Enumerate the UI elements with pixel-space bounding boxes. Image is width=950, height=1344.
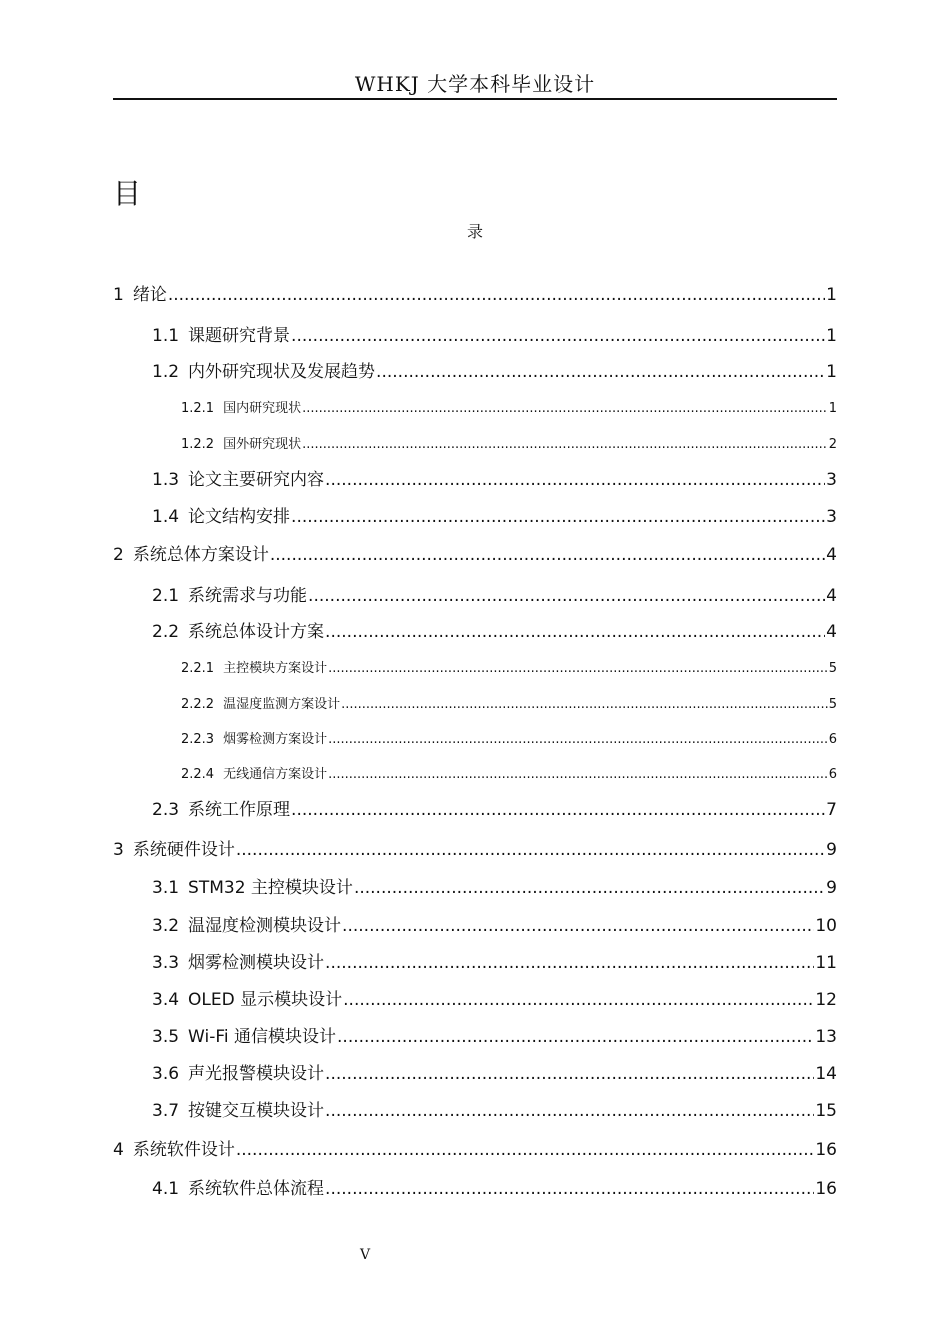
- toc-entry-level-2[interactable]: [113, 1022, 837, 1047]
- toc-entry-page: 4: [826, 545, 837, 565]
- toc-entry-number: 1.3: [152, 470, 180, 490]
- toc-entry-number: 3.1: [152, 878, 180, 898]
- toc-entry-page: 2: [828, 437, 837, 452]
- toc-dot-leader: [328, 661, 828, 676]
- toc-entry-number: 1.1: [152, 326, 180, 346]
- toc-entry-page: 14: [815, 1064, 837, 1084]
- toc-entry-title: 无线通信方案设计: [223, 767, 328, 782]
- toc-entry-title: 按键交互模块设计: [188, 1101, 325, 1121]
- toc-entry-number: 2.1: [152, 586, 180, 606]
- toc-entry-level-3[interactable]: [113, 397, 837, 416]
- toc-entry-number: 3.5: [152, 1027, 180, 1047]
- toc-dot-leader: [302, 401, 828, 416]
- toc-entry-level-2[interactable]: [113, 1174, 837, 1199]
- toc-entry-page: 4: [826, 622, 837, 642]
- toc-entry-level-1[interactable]: [113, 280, 837, 305]
- toc-dot-leader: [236, 840, 825, 860]
- toc-entry-number: 3: [113, 840, 124, 860]
- toc-entry-level-2[interactable]: [113, 1096, 837, 1121]
- page-number: V: [359, 1247, 371, 1263]
- toc-entry-page: 10: [815, 916, 837, 936]
- toc-entry-page: 7: [826, 800, 837, 820]
- toc-entry-page: 6: [828, 732, 837, 747]
- toc-entry-title: 国外研究现状: [223, 437, 302, 452]
- toc-entry-level-2[interactable]: [113, 581, 837, 606]
- toc-entry-number: 2.2.3: [181, 732, 215, 747]
- toc-entry-page: 11: [815, 953, 837, 973]
- toc-entry-level-2[interactable]: [113, 321, 837, 346]
- toc-dot-leader: [325, 1179, 814, 1199]
- toc-entry-title: 温湿度监测方案设计: [223, 697, 341, 712]
- toc-entry-page: 9: [826, 840, 837, 860]
- toc-entry-level-3[interactable]: [113, 433, 837, 452]
- toc-dot-leader: [341, 697, 828, 712]
- toc-title-second-char: 录: [466, 222, 483, 241]
- toc-entry-level-2[interactable]: [113, 948, 837, 973]
- toc-entry-level-3[interactable]: [113, 763, 837, 782]
- toc-entry-level-2[interactable]: [113, 873, 837, 898]
- toc-entry-title: Wi-Fi 通信模块设计: [188, 1027, 337, 1047]
- toc-dot-leader: [291, 800, 825, 820]
- toc-entry-level-2[interactable]: [113, 1059, 837, 1084]
- toc-entry-title: 论文主要研究内容: [188, 470, 325, 490]
- toc-entry-page: 6: [828, 767, 837, 782]
- toc-entry-page: 1: [826, 285, 837, 305]
- toc-entry-level-3[interactable]: [113, 728, 837, 747]
- toc-entry-level-2[interactable]: [113, 911, 837, 936]
- toc-entry-title: 温湿度检测模块设计: [188, 916, 342, 936]
- toc-entry-number: 2: [113, 545, 124, 565]
- toc-entry-number: 3.3: [152, 953, 180, 973]
- toc-entry-title: 系统总体方案设计: [132, 545, 269, 565]
- toc-entry-level-2[interactable]: [113, 357, 837, 382]
- toc-dot-leader: [291, 507, 825, 527]
- toc-entry-page: 1: [828, 401, 837, 416]
- toc-dot-leader: [342, 916, 814, 936]
- toc-entry-title: 系统软件设计: [132, 1140, 235, 1160]
- toc-entry-title: STM32 主控模块设计: [188, 878, 353, 898]
- toc-entry-title: 系统工作原理: [188, 800, 291, 820]
- toc-title-first-char: 目: [113, 177, 142, 210]
- toc-entry-page: 16: [815, 1140, 837, 1160]
- toc-entry-number: 1.2: [152, 362, 180, 382]
- toc-entry-number: 2.2.1: [181, 661, 215, 676]
- toc-entry-level-3[interactable]: [113, 693, 837, 712]
- toc-entry-number: 1.4: [152, 507, 180, 527]
- toc-entry-number: 2.2: [152, 622, 180, 642]
- toc-dot-leader: [337, 1027, 814, 1047]
- page-header: WHKJ 大学本科毕业设计: [354, 72, 596, 96]
- toc-dot-leader: [270, 545, 825, 565]
- toc-entry-title: 系统硬件设计: [132, 840, 235, 860]
- toc-entry-page: 16: [815, 1179, 837, 1199]
- toc-entry-title: 声光报警模块设计: [188, 1064, 325, 1084]
- toc-dot-leader: [343, 990, 814, 1010]
- toc-entry-level-2[interactable]: [113, 465, 837, 490]
- toc-entry-level-2[interactable]: [113, 502, 837, 527]
- toc-entry-page: 13: [815, 1027, 837, 1047]
- toc-entry-number: 3.7: [152, 1101, 180, 1121]
- toc-dot-leader: [308, 586, 825, 606]
- toc-entry-title: 烟雾检测方案设计: [223, 732, 328, 747]
- toc-entry-page: 12: [815, 990, 837, 1010]
- toc-entry-title: 内外研究现状及发展趋势: [188, 362, 376, 382]
- header-rule: [113, 98, 837, 100]
- toc-entry-number: 2.2.4: [181, 767, 215, 782]
- toc-entry-page: 4: [826, 586, 837, 606]
- toc-entry-page: 1: [826, 326, 837, 346]
- toc-entry-level-1[interactable]: [113, 540, 837, 565]
- toc-entry-number: 1: [113, 285, 124, 305]
- toc-entry-level-2[interactable]: [113, 617, 837, 642]
- toc-entry-title: 系统总体设计方案: [188, 622, 325, 642]
- toc-dot-leader: [291, 326, 825, 346]
- toc-entry-page: 3: [826, 507, 837, 527]
- toc-entry-page: 3: [826, 470, 837, 490]
- toc-entry-title: 系统软件总体流程: [188, 1179, 325, 1199]
- toc-entry-level-1[interactable]: [113, 1135, 837, 1160]
- toc-dot-leader: [325, 470, 825, 490]
- toc-entry-page: 5: [828, 661, 837, 676]
- toc-entry-level-2[interactable]: [113, 795, 837, 820]
- toc-dot-leader: [325, 1101, 814, 1121]
- toc-dot-leader: [328, 732, 828, 747]
- toc-dot-leader: [325, 622, 825, 642]
- toc-dot-leader: [302, 437, 828, 452]
- toc-entry-number: 4: [113, 1140, 124, 1160]
- toc-entry-title: OLED 显示模块设计: [188, 990, 343, 1010]
- toc-entry-page: 1: [826, 362, 837, 382]
- toc-entry-number: 1.2.1: [181, 401, 215, 416]
- toc-entry-level-2[interactable]: [113, 985, 837, 1010]
- toc-entry-number: 1.2.2: [181, 437, 215, 452]
- toc-dot-leader: [325, 1064, 814, 1084]
- toc-dot-leader: [325, 953, 814, 973]
- toc-dot-leader: [376, 362, 825, 382]
- toc-entry-title: 论文结构安排: [188, 507, 291, 527]
- toc-entry-level-1[interactable]: [113, 835, 837, 860]
- toc-entry-number: 4.1: [152, 1179, 180, 1199]
- toc-entry-title: 系统需求与功能: [188, 586, 308, 606]
- toc-entry-number: 3.6: [152, 1064, 180, 1084]
- toc-entry-number: 2.3: [152, 800, 180, 820]
- toc-entry-page: 5: [828, 697, 837, 712]
- toc-entry-page: 15: [815, 1101, 837, 1121]
- toc-entry-level-3[interactable]: [113, 657, 837, 676]
- toc-entry-number: 3.2: [152, 916, 180, 936]
- toc-entry-number: 2.2.2: [181, 697, 215, 712]
- toc-entry-title: 课题研究背景: [188, 326, 291, 346]
- toc-dot-leader: [168, 285, 825, 305]
- toc-entry-title: 绪论: [132, 285, 167, 305]
- toc-entry-title: 烟雾检测模块设计: [188, 953, 325, 973]
- toc-dot-leader: [354, 878, 825, 898]
- toc-entry-number: 3.4: [152, 990, 180, 1010]
- toc-entry-title: 主控模块方案设计: [223, 661, 328, 676]
- toc-dot-leader: [236, 1140, 815, 1160]
- toc-entry-title: 国内研究现状: [223, 401, 302, 416]
- toc-entry-page: 9: [826, 878, 837, 898]
- toc-dot-leader: [328, 767, 828, 782]
